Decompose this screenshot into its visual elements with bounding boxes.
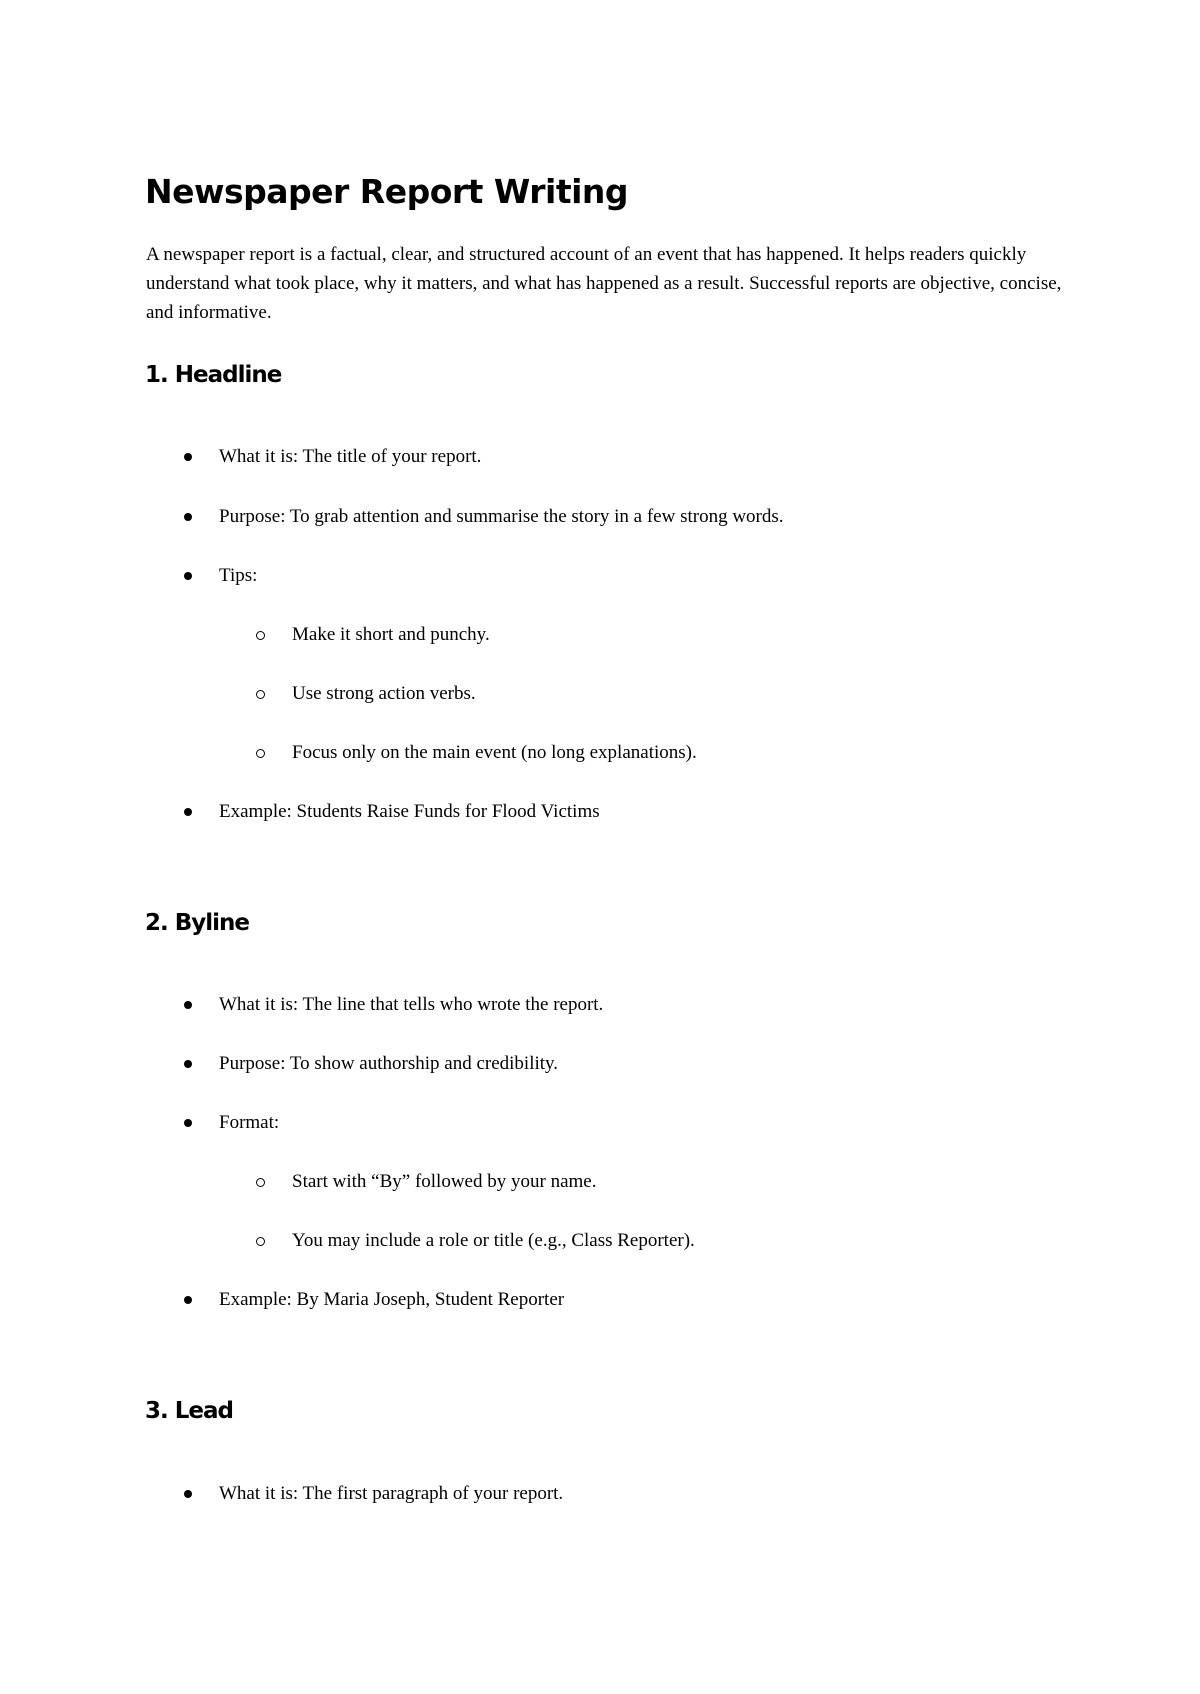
bullet-icon	[184, 1296, 192, 1304]
document-title: Newspaper Report Writing	[145, 172, 629, 211]
list-item-text: You may include a role or title (e.g., Class Reporter).	[292, 1230, 695, 1251]
bullet-icon	[184, 453, 192, 461]
hollow-bullet-icon	[256, 1237, 265, 1246]
list-item	[184, 562, 257, 590]
hollow-bullet-icon	[256, 749, 265, 758]
bullet-icon	[184, 1060, 192, 1068]
list-item	[184, 1109, 279, 1137]
sub-list-item	[256, 680, 476, 708]
bullet-icon	[184, 1119, 192, 1127]
bullet-icon	[184, 1490, 192, 1498]
list-item-text: Start with “By” followed by your name.	[292, 1171, 597, 1192]
hollow-bullet-icon	[256, 631, 265, 640]
section-heading-byline: 2. Byline	[145, 910, 250, 936]
list-item-text: Tips:	[219, 565, 258, 586]
section-heading-lead: 3. Lead	[145, 1398, 233, 1424]
section-heading-headline: 1. Headline	[145, 362, 282, 388]
sub-list-item	[256, 1227, 695, 1255]
bullet-icon	[184, 1001, 192, 1009]
hollow-bullet-icon	[256, 1178, 265, 1187]
sub-list-item	[256, 1168, 596, 1196]
hollow-bullet-icon	[256, 690, 265, 699]
bullet-icon	[184, 572, 192, 580]
list-item-text: What it is: The line that tells who wrote the report.	[219, 994, 604, 1015]
list-item-text: Example: Students Raise Funds for Flood Victims	[219, 801, 600, 822]
list-item	[184, 1050, 558, 1078]
sub-list-item	[256, 739, 697, 767]
list-item	[184, 443, 481, 471]
bullet-icon	[184, 808, 192, 816]
list-item	[184, 1286, 564, 1314]
list-item	[184, 991, 603, 1019]
list-item-text: Format:	[219, 1112, 280, 1133]
list-item-text: Purpose: To show authorship and credibility.	[219, 1053, 559, 1074]
list-item-text: Purpose: To grab attention and summarise the story in a few strong words.	[219, 506, 784, 527]
list-item	[184, 1480, 563, 1508]
list-item	[184, 503, 784, 531]
list-item-text: Example: By Maria Joseph, Student Reporter	[219, 1289, 565, 1310]
list-item-text: Use strong action verbs.	[292, 683, 476, 704]
bullet-icon	[184, 513, 192, 521]
list-item-text: Make it short and punchy.	[292, 624, 490, 645]
intro-paragraph: A newspaper report is a factual, clear, and structured account of an event that has happened. It helps readers quickly understand what took place, why it matters, and what has happened as a result. Successful reports are objective, concise, and informative.	[146, 244, 1062, 323]
list-item-text: What it is: The first paragraph of your report.	[219, 1483, 564, 1504]
list-item-text: What it is: The title of your report.	[219, 446, 482, 467]
sub-list-item	[256, 621, 490, 649]
list-item	[184, 798, 600, 826]
list-item-text: Focus only on the main event (no long explanations).	[292, 742, 697, 763]
